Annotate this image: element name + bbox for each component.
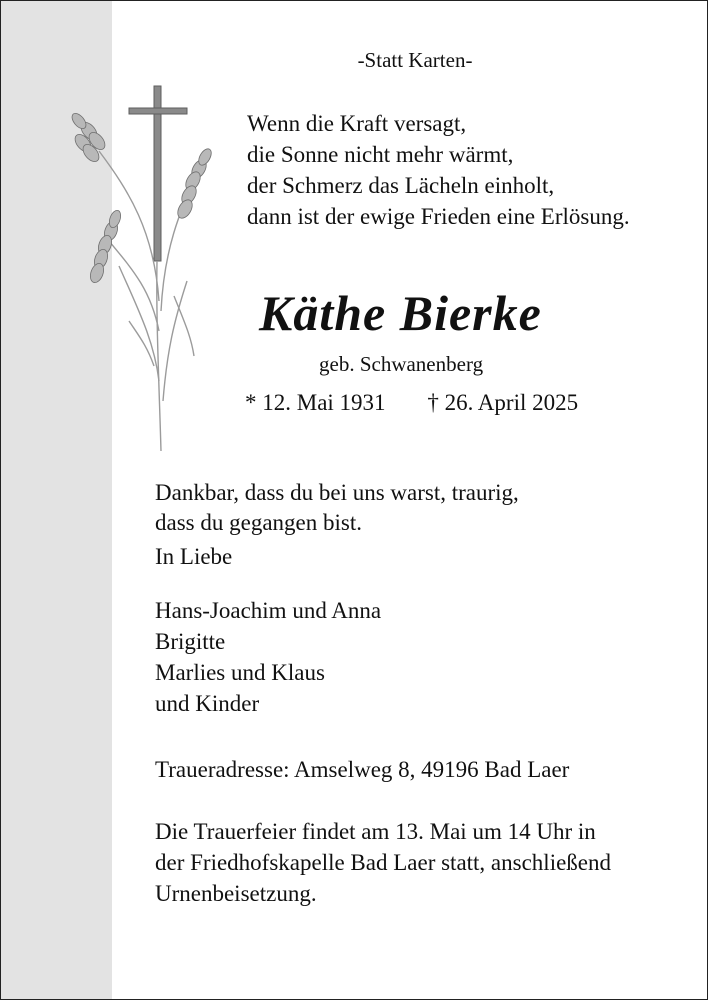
deceased-name: Käthe Bierke <box>259 285 542 341</box>
cross-with-wheat-icon <box>59 81 229 461</box>
statt-karten-label: -Statt Karten- <box>357 48 473 72</box>
life-dates <box>245 388 578 418</box>
ceremony-info <box>155 816 611 909</box>
ceremony-line: Urnenbeisetzung. <box>155 881 317 906</box>
ceremony-line: Die Trauerfeier findet am 13. Mai um 14 Uhr in <box>155 819 596 844</box>
poem <box>247 108 630 232</box>
thanks-line: Dankbar, dass du bei uns warst, traurig, <box>155 480 519 505</box>
family-list <box>155 595 381 719</box>
family-member: Brigitte <box>155 629 226 654</box>
closing-text: In Liebe <box>155 544 233 569</box>
poem-line: dann ist der ewige Frieden eine Erlösung. <box>247 204 630 229</box>
family-member: und Kinder <box>155 691 260 716</box>
ceremony-line: der Friedhofskapelle Bad Laer statt, anschließend <box>155 850 612 875</box>
mourning-address: Traueradresse: Amselweg 8, 49196 Bad Laer <box>155 757 570 782</box>
family-member: Marlies und Klaus <box>155 660 325 685</box>
poem-line: Wenn die Kraft versagt, <box>247 111 467 136</box>
death-date: † 26. April 2025 <box>427 390 579 415</box>
thanks-text <box>155 478 519 538</box>
family-member: Hans-Joachim und Anna <box>155 598 382 623</box>
birth-name: geb. Schwanenberg <box>319 352 484 376</box>
poem-line: die Sonne nicht mehr wärmt, <box>247 142 514 167</box>
birth-date: * 12. Mai 1931 <box>245 390 386 415</box>
poem-line: der Schmerz das Lächeln einholt, <box>247 173 555 198</box>
thanks-line: dass du gegangen bist. <box>155 510 362 535</box>
